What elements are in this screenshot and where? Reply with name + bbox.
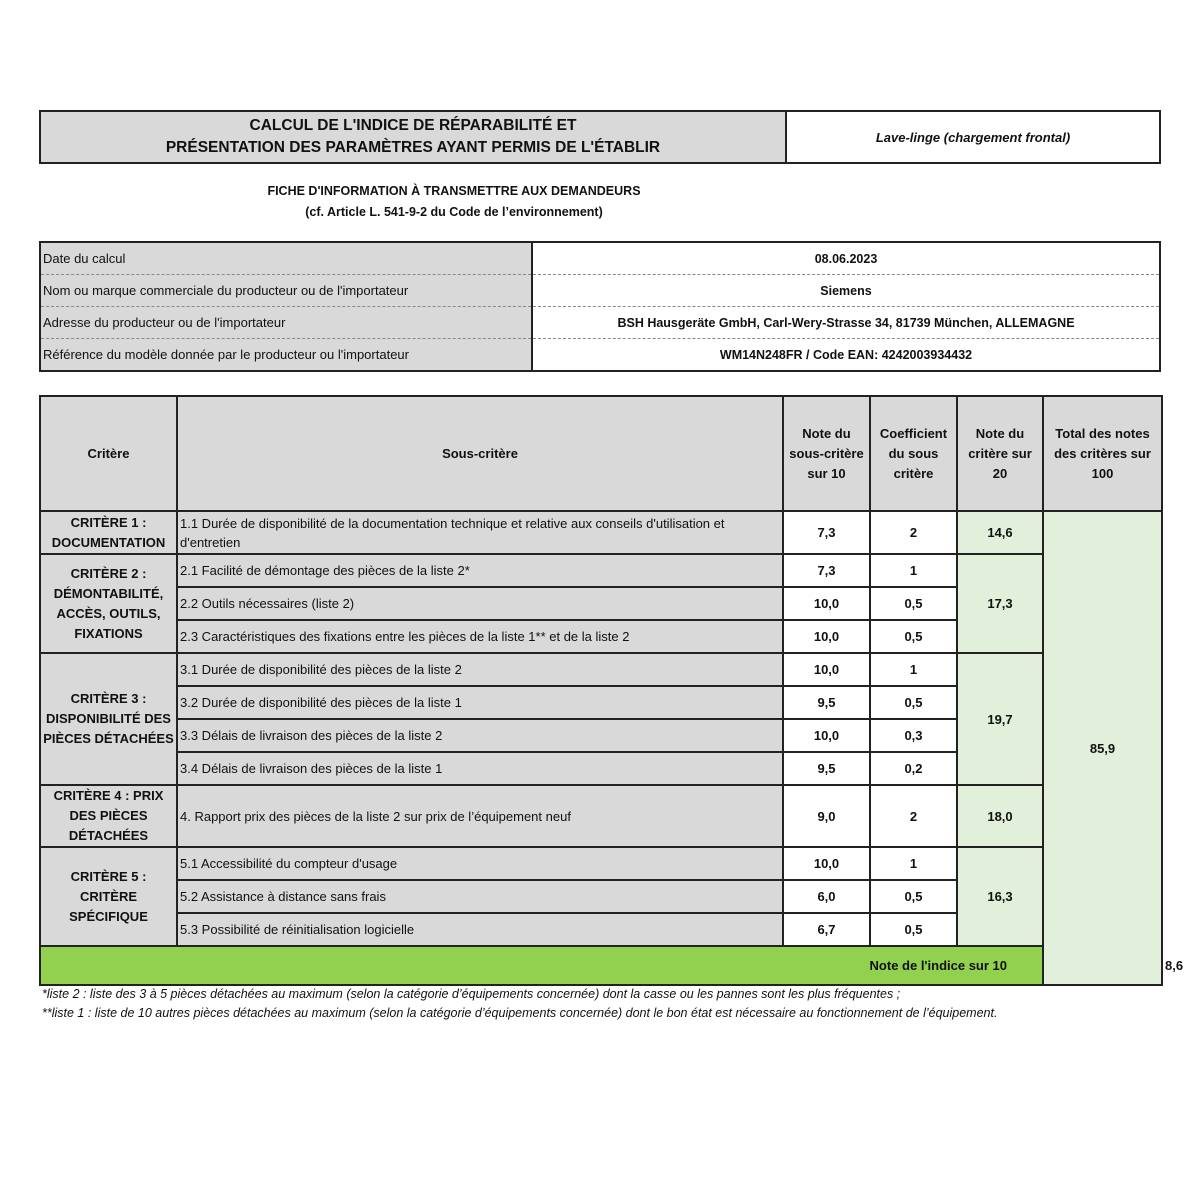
header-critere: Critère [40,396,177,511]
sub-criterion-note: 10,0 [783,620,870,653]
sub-criterion-note: 6,7 [783,913,870,946]
sub-criterion-label: 5.3 Possibilité de réinitialisation logicielle [177,913,783,946]
title-line-1: CALCUL DE L'INDICE DE RÉPARABILITÉ ET [249,117,577,134]
footnote-liste-2: *liste 2 : liste des 3 à 5 pièces détachées au maximum (selon la catégorie d’équipements concernée) dont la casse ou les pannes sont les plus fréquentes ; [42,987,901,1001]
sub-criterion-label: 1.1 Durée de disponibilité de la documentation technique et relative aux conseils d'utilisation et d'entretien [177,511,783,554]
criterion-note: 14,6 [957,511,1043,554]
table-row [40,653,1162,686]
sub-criterion-coef: 0,5 [870,880,957,913]
header-note-sous-critere: Note du sous-critère sur 10 [783,396,870,511]
sub-criterion-label: 3.4 Délais de livraison des pièces de la liste 1 [177,752,783,785]
product-info-table [39,241,1161,372]
table-row [40,785,1162,847]
table-header-row [40,396,1162,511]
sub-criterion-label: 2.2 Outils nécessaires (liste 2) [177,587,783,620]
info-label: Date du calcul [40,242,532,275]
sub-criterion-coef: 1 [870,847,957,880]
subtitle-line-2: (cf. Article L. 541-9-2 du Code de l’environnement) [305,205,603,219]
final-score-label: Note de l'indice sur 10 [40,946,1043,985]
total-score: 85,9 [1043,511,1162,985]
sub-criterion-label: 5.2 Assistance à distance sans frais [177,880,783,913]
sub-criterion-label: 2.1 Facilité de démontage des pièces de la liste 2* [177,554,783,587]
criterion-note: 16,3 [957,847,1043,946]
criterion-note: 19,7 [957,653,1043,785]
info-row [40,242,1160,275]
sub-criterion-note: 6,0 [783,880,870,913]
info-row [40,339,1160,372]
sub-criterion-coef: 2 [870,785,957,847]
criterion-3-label: CRITÈRE 3 : DISPONIBILITÉ DES PIÈCES DÉTACHÉES [40,653,177,785]
sub-criterion-note: 10,0 [783,653,870,686]
subtitle-line-1: FICHE D'INFORMATION À TRANSMETTRE AUX DEMANDEURS [267,184,641,198]
table-row [40,554,1162,587]
info-value: Siemens [532,275,1160,307]
sub-criterion-coef: 0,5 [870,913,957,946]
info-row [40,307,1160,339]
sub-criterion-coef: 0,5 [870,620,957,653]
repairability-score-table [39,395,1184,986]
header-sous-critere: Sous-critère [177,396,783,511]
table-row [40,847,1162,880]
sub-criterion-label: 3.2 Durée de disponibilité des pièces de la liste 1 [177,686,783,719]
product-category: Lave-linge (chargement frontal) [875,129,1071,145]
info-value: 08.06.2023 [532,242,1160,275]
sub-criterion-coef: 0,5 [870,686,957,719]
criterion-2-label: CRITÈRE 2 : DÉMONTABILITÉ, ACCÈS, OUTILS, FIXATIONS [40,554,177,653]
header-box [39,110,1161,164]
info-value: WM14N248FR / Code EAN: 4242003934432 [719,347,973,362]
sub-criterion-label: 3.3 Délais de livraison des pièces de la liste 2 [177,719,783,752]
sub-criterion-note: 7,3 [783,554,870,587]
info-label: Nom ou marque commerciale du producteur ou de l'importateur [40,275,532,307]
header-note-critere: Note du critère sur 20 [957,396,1043,511]
final-score-row: Note de l'indice sur 10 8,6 [40,946,1162,985]
sub-criterion-note: 10,0 [783,719,870,752]
info-label: Adresse du producteur ou de l'importateur [40,307,532,339]
sub-criterion-note: 7,3 [783,511,870,554]
document-title [41,112,787,162]
sub-criterion-coef: 1 [870,554,957,587]
criterion-note: 17,3 [957,554,1043,653]
sub-criterion-note: 10,0 [783,847,870,880]
info-value: BSH Hausgeräte GmbH, Carl-Wery-Strasse 34, 81739 München, ALLEMAGNE [532,307,1160,339]
criterion-4-label: CRITÈRE 4 : PRIX DES PIÈCES DÉTACHÉES [40,785,177,847]
footnote-liste-1: **liste 1 : liste de 10 autres pièces détachées au maximum (selon la catégorie d’équipements concernée) dont le bon état est nécessaire au fonctionnement de l’équipement. [42,1006,998,1020]
header-coefficient: Coefficient du sous critère [870,396,957,511]
title-line-2: PRÉSENTATION DES PARAMÈTRES AYANT PERMIS DE L'ÉTABLIR [165,139,661,156]
info-row [40,275,1160,307]
sub-criterion-label: 4. Rapport prix des pièces de la liste 2 sur prix de l’équipement neuf [177,785,783,847]
criterion-5-label: CRITÈRE 5 : CRITÈRE SPÉCIFIQUE [40,847,177,946]
info-label: Référence du modèle donnée par le producteur ou l'importateur [40,339,532,372]
sub-criterion-note: 10,0 [783,587,870,620]
sub-criterion-note: 9,5 [783,752,870,785]
sub-criterion-label: 2.3 Caractéristiques des fixations entre les pièces de la liste 1** et de la liste 2 [177,620,783,653]
sub-criterion-coef: 0,2 [870,752,957,785]
sub-criterion-coef: 2 [870,511,957,554]
sub-criterion-coef: 0,5 [870,587,957,620]
sub-criterion-label: 3.1 Durée de disponibilité des pièces de la liste 2 [177,653,783,686]
sub-criterion-coef: 0,3 [870,719,957,752]
sub-criterion-coef: 1 [870,653,957,686]
sub-criterion-label: 5.1 Accessibilité du compteur d'usage [177,847,783,880]
sub-criterion-note: 9,0 [783,785,870,847]
sub-criterion-note: 9,5 [783,686,870,719]
criterion-note: 18,0 [957,785,1043,847]
header-total: Total des notes des critères sur 100 [1043,396,1162,511]
table-row [40,511,1162,554]
criterion-1-label: CRITÈRE 1 : DOCUMENTATION [40,511,177,554]
